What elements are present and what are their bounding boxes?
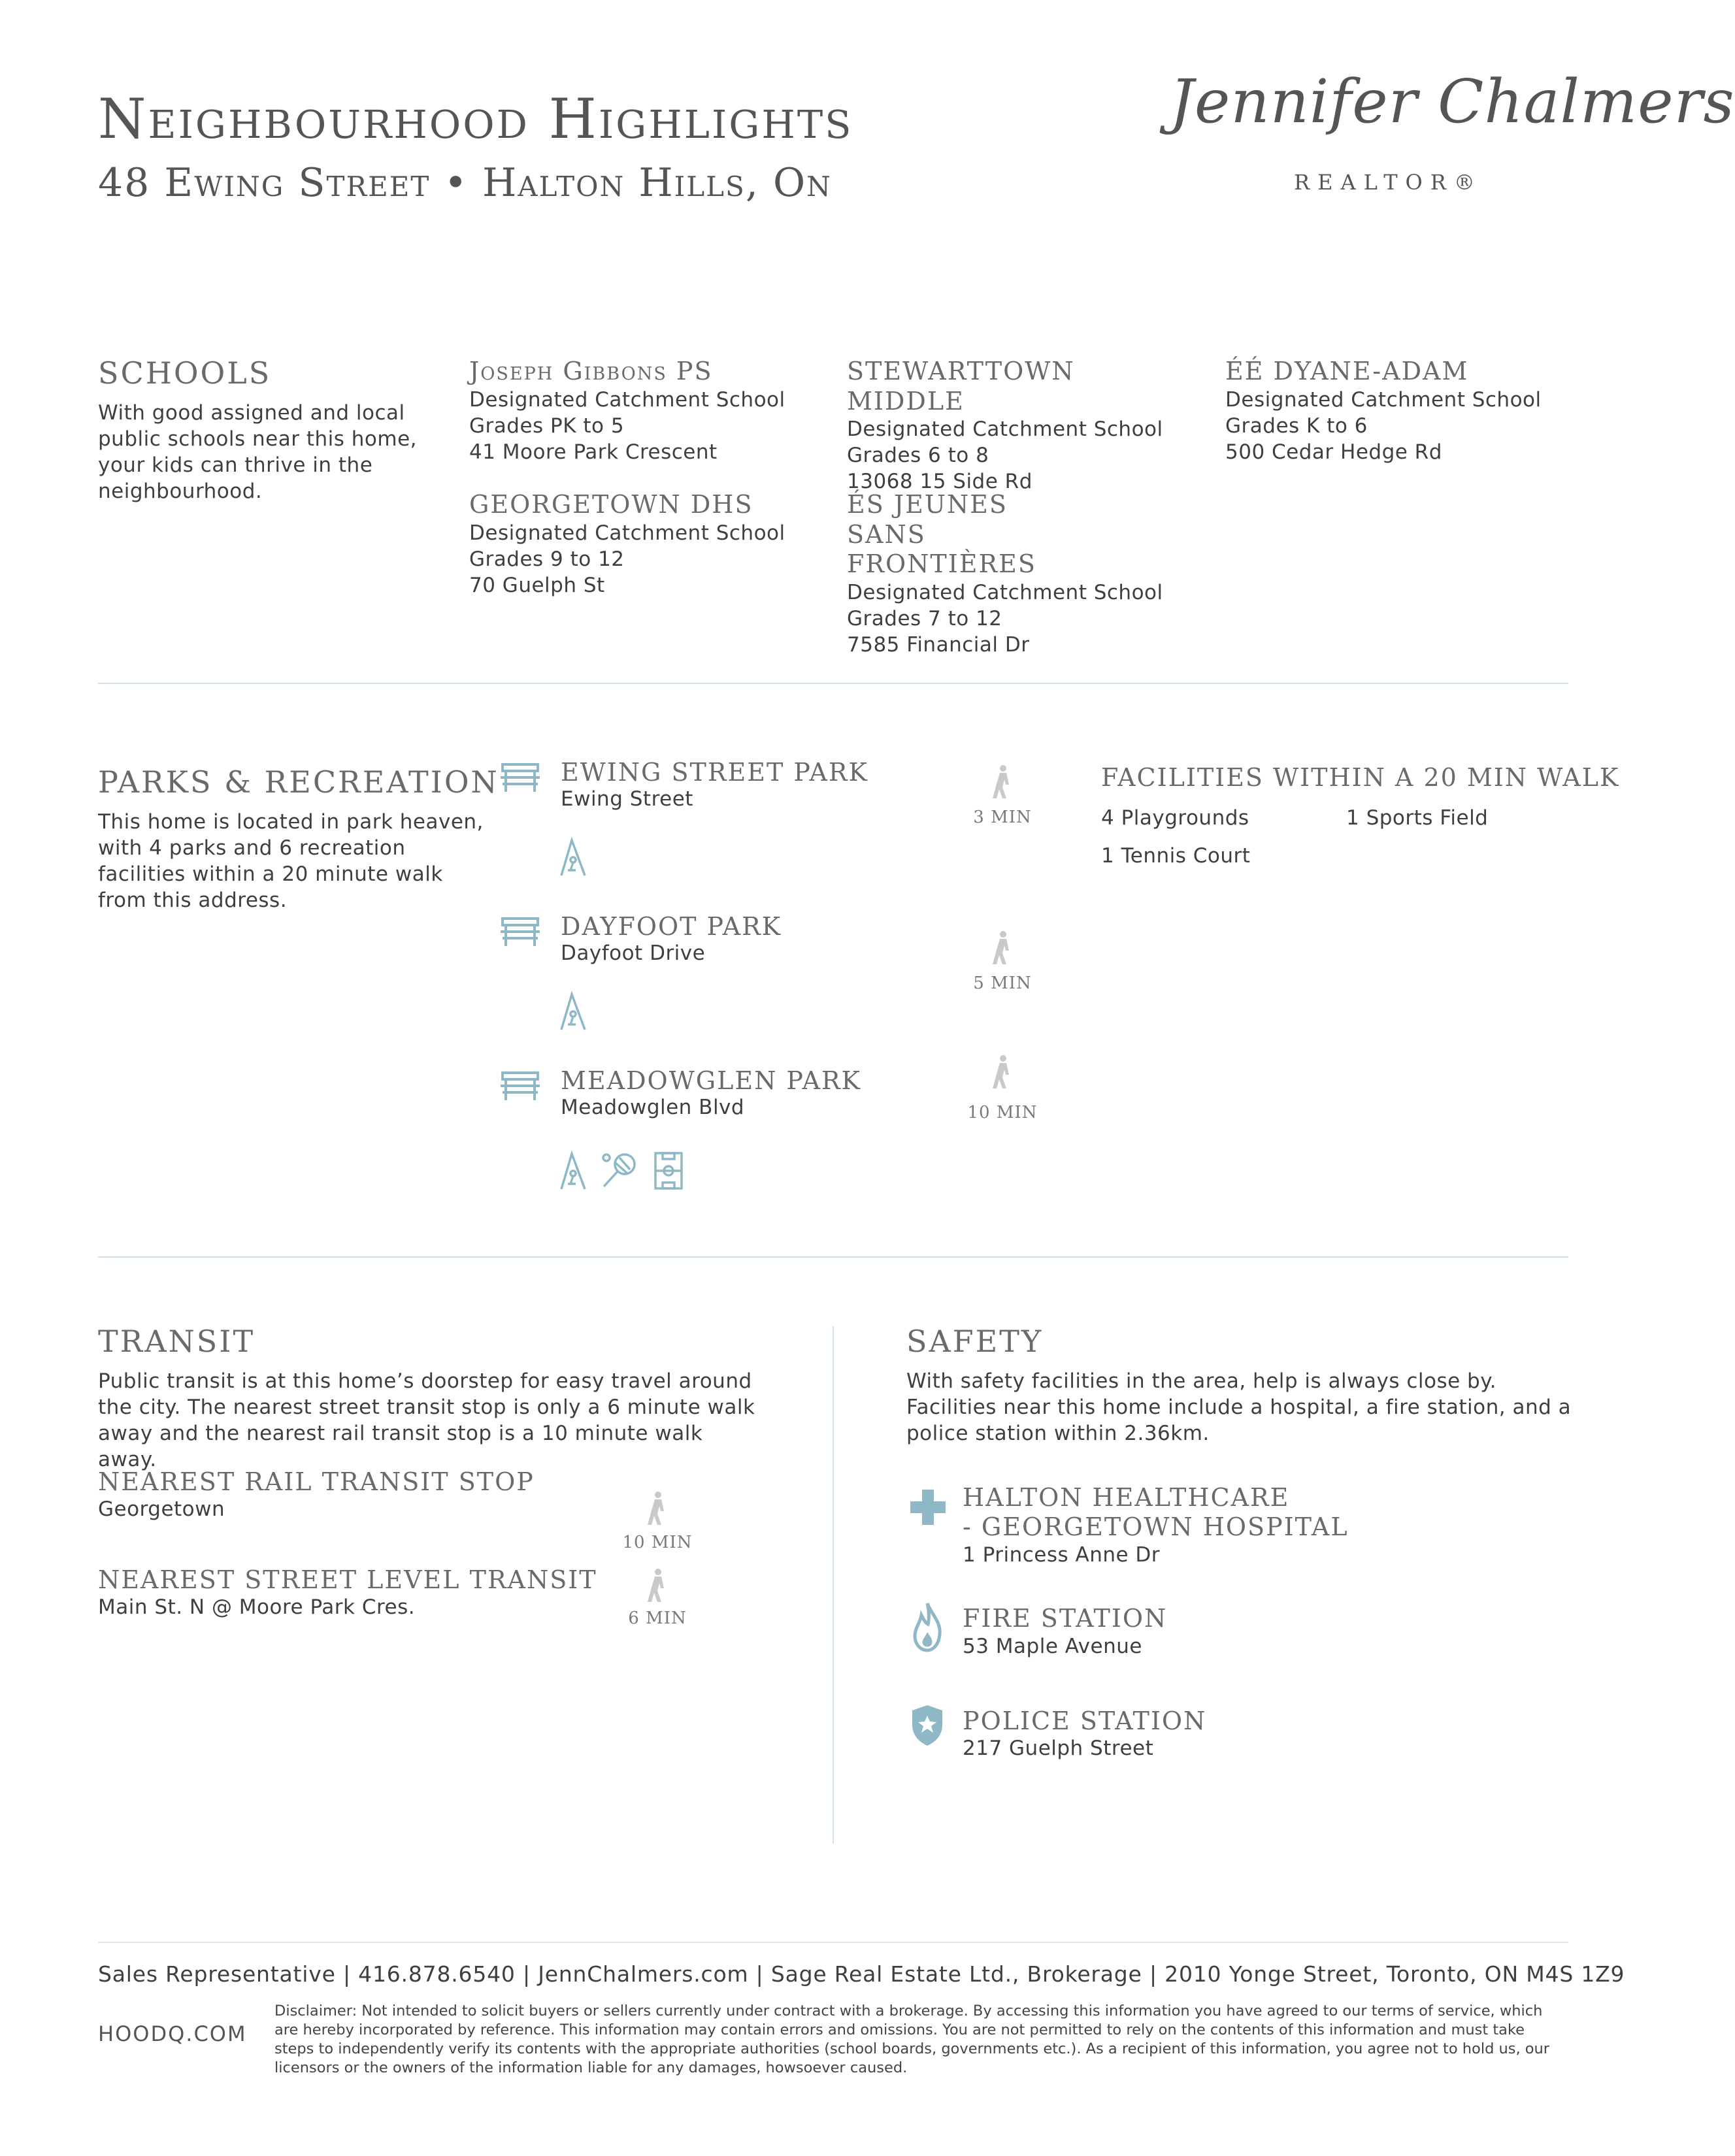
walking-icon [646,1568,669,1603]
playground-icon [559,838,591,877]
walk-time: 5 MIN [973,973,1032,993]
playground-icon [559,992,591,1031]
school-type: Designated Catchment School [847,417,1163,442]
bench-icon [501,762,540,793]
police-shield-icon [912,1705,942,1746]
safety-facility-address: 53 Maple Avenue [963,1635,1142,1658]
parks-title: PARKS & RECREATION [98,764,499,800]
walking-icon [991,1054,1014,1090]
safety-facility-title: POLICE STATION [963,1707,1207,1735]
walk-time: 3 MIN [973,808,1032,827]
transit-stop-title: NEAREST RAIL TRANSIT STOP [98,1467,535,1496]
bench-icon [501,1070,540,1102]
school-type: Designated Catchment School [469,387,785,412]
school-grades: Grades PK to 5 [469,414,625,438]
walking-icon [991,930,1014,966]
school-address: 41 Moore Park Crescent [469,440,718,464]
walk-time: 10 MIN [967,1103,1038,1122]
school-name: GEORGETOWN DHS [469,490,753,519]
footer-divider [98,1942,1568,1943]
school-type: Designated Catchment School [469,521,785,545]
school-card [847,357,1200,495]
schools-title: SCHOOLS [98,355,272,391]
school-address: 13068 15 Side Rd [847,470,1033,494]
transit-stop-name: Georgetown [98,1497,225,1521]
section-divider [98,1256,1568,1258]
school-address: 500 Cedar Hedge Rd [1225,440,1442,464]
page-subtitle: 48 Ewing Street • Halton Hills, On [98,160,832,206]
transit-stop-name: Main St. N @ Moore Park Cres. [98,1595,416,1619]
hospital-cross-icon [910,1490,946,1525]
park-name: MEADOWGLEN PARK [561,1066,861,1095]
footer-brand: HOODQ.COM [98,2021,247,2046]
school-grades: Grades K to 6 [1225,414,1368,438]
transit-stop-title: NEAREST STREET LEVEL TRANSIT [98,1565,597,1594]
school-type: Designated Catchment School [1225,387,1542,412]
school-grades: Grades 7 to 12 [847,606,1002,630]
school-type: Designated Catchment School [847,580,1163,604]
sports-field-icon [653,1151,684,1190]
section-divider [98,683,1568,684]
facilities-title: FACILITIES WITHIN A 20 MIN WALK [1101,763,1620,792]
bench-icon [501,916,540,947]
school-card [847,490,1163,658]
parks-intro: This home is located in park heaven, with 4 parks and 6 recreation facilities within a 20 minute walk from this address. [98,810,484,912]
school-name: ÉÉ DYANE-ADAM [1225,357,1469,385]
school-address: 70 Guelph St [469,573,605,597]
park-name: EWING STREET PARK [561,758,868,787]
school-name: ÉS JEUNES SANS FRONTIÈRES [847,490,1036,579]
playground-icon [559,1151,591,1190]
safety-facility-title-cont: - GEORGETOWN HOSPITAL [963,1512,1349,1541]
park-street: Ewing Street [561,787,693,811]
transit-intro: Public transit is at this home’s doorstep for easy travel around the city. The nearest street transit stop is only a 6 minute walk away and the nearest rail transit stop is a 10 minute walk away. [98,1369,755,1471]
walk-time: 6 MIN [628,1609,687,1628]
realtor-logo [1170,67,1735,203]
flame-icon [912,1601,942,1653]
safety-facility-address: 217 Guelph Street [963,1737,1154,1760]
footer-disclaimer: Disclaimer: Not intended to solicit buyers or sellers currently under contract with a brokerage. By accessing this information you have agreed to our terms of service, which are hereby incorporated by reference. This information may contain errors and omissions. You are not permitted to rely on the contents of this information and must take steps to independently verify its contents with the appropriate authorities (school boards, governments etc.). As a recipient of this information, you agree not to hold us, our licensors or the owners of the information liable for any damages, howsoever caused. [274,2002,1550,2076]
walk-time: 10 MIN [622,1533,693,1552]
page-title: Neighbourhood Highlights [98,87,853,151]
school-name: STEWARTTOWN MIDDLE [847,357,1075,416]
facility-item: 4 Playgrounds [1101,806,1249,830]
park-name: DAYFOOT PARK [561,912,782,941]
walking-icon [991,764,1014,800]
safety-title: SAFETY [906,1324,1044,1359]
logo-signature: Jennifer Chalmers [1170,67,1735,137]
safety-intro: With safety facilities in the area, help is always close by. Facilities near this home include a hospital, a fire station, and a police station within 2.36km. [906,1369,1572,1445]
school-card [1225,357,1591,465]
logo-role: REALTOR® [1294,170,1483,195]
school-card [469,490,809,598]
school-name: Joseph Gibbons PS [469,357,713,385]
safety-facility-address: 1 Princess Anne Dr [963,1543,1161,1567]
safety-facility-title: FIRE STATION [963,1604,1168,1633]
park-street: Meadowglen Blvd [561,1096,745,1119]
school-address: 7585 Financial Dr [847,632,1030,657]
school-grades: Grades 9 to 12 [469,547,625,571]
school-grades: Grades 6 to 8 [847,444,989,468]
facility-item: 1 Tennis Court [1101,844,1251,868]
schools-intro: With good assigned and local public schools near this home, your kids can thrive in the neighbourhood. [98,401,417,503]
safety-facility-title: HALTON HEALTHCARE [963,1483,1290,1512]
park-street: Dayfoot Drive [561,941,706,965]
tennis-icon [600,1151,639,1190]
walking-icon [646,1491,669,1526]
column-divider [833,1326,834,1844]
school-card [469,357,809,465]
transit-title: TRANSIT [98,1324,256,1359]
footer-contact: Sales Representative | 416.878.6540 | JennChalmers.com | Sage Real Estate Ltd., Brokerage | 2010 Yonge Street, Toronto, ON M4S 1Z9 [98,1961,1625,1987]
facility-item: 1 Sports Field [1346,806,1489,830]
